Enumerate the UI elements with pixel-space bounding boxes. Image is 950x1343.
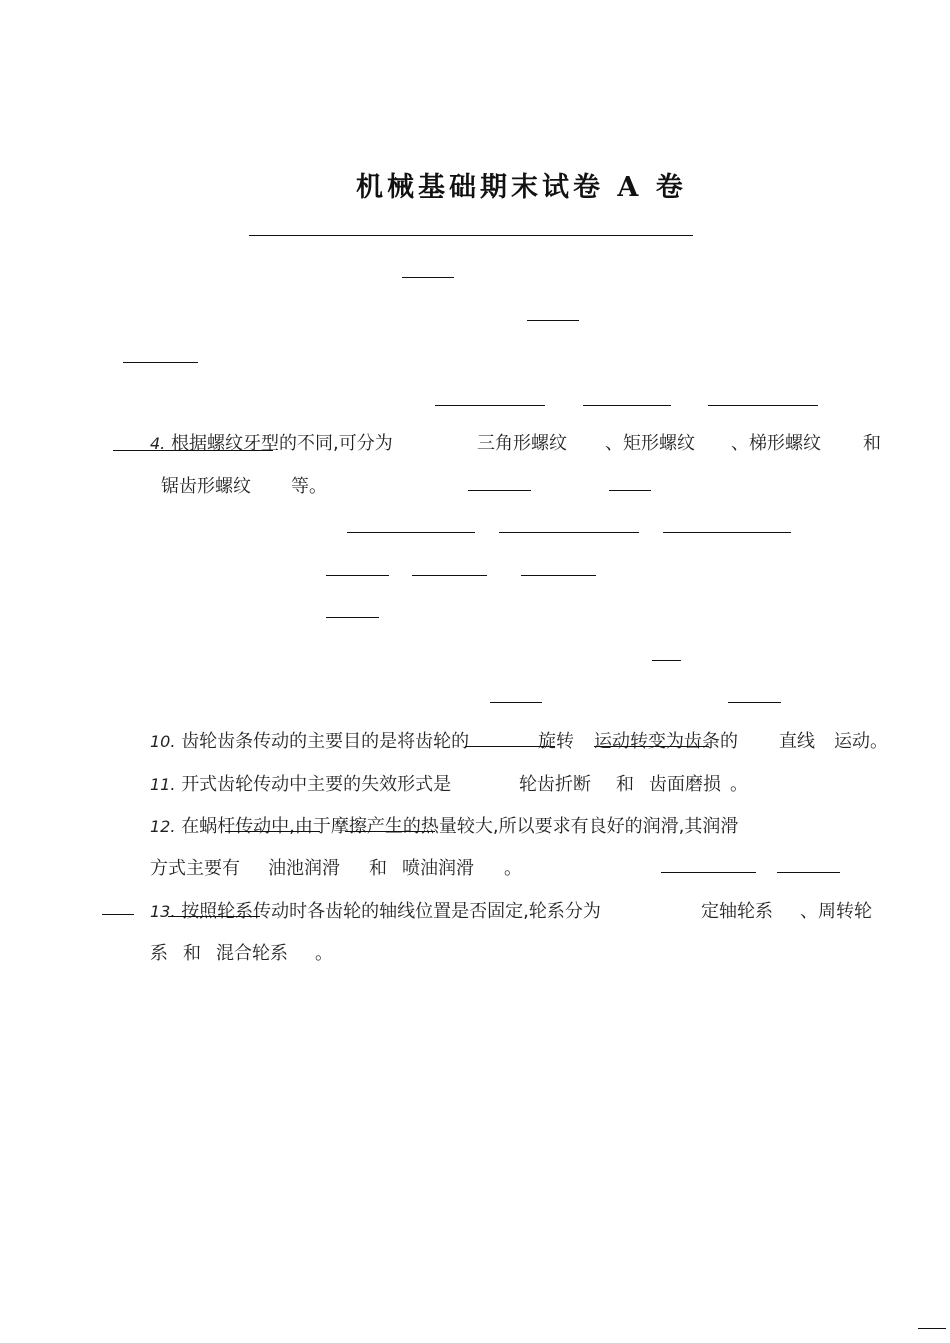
conjunction-text: 和: [863, 433, 881, 454]
answer-text: 、周转轮: [800, 901, 872, 922]
answer-text: 、矩形螺纹: [605, 433, 695, 454]
page-title: 机械基础期末试卷 A 卷: [356, 172, 687, 203]
blank-line: [326, 575, 389, 576]
answer-text: 油池润滑: [268, 858, 340, 879]
blank-line: [521, 575, 596, 576]
answer-text: 喷油润滑: [402, 858, 474, 879]
blank-line: [347, 532, 475, 533]
blank-line: [609, 490, 651, 491]
blank-line: [663, 532, 791, 533]
question-number: 4.: [150, 434, 166, 453]
question-text: 。: [315, 943, 333, 964]
question-number: 12.: [150, 817, 176, 836]
blank-line: [490, 702, 542, 703]
blank-line: [652, 660, 681, 661]
answer-text: 定轴轮系: [701, 901, 773, 922]
blank-line: [527, 320, 579, 321]
blank-line: [499, 532, 639, 533]
question-text: 开式齿轮传动中主要的失效形式是: [181, 774, 452, 795]
blank-line: [402, 277, 454, 278]
blank-line: [326, 617, 379, 618]
answer-text: 系: [150, 943, 168, 964]
question-12-line1: [150, 816, 738, 838]
strike-line: [225, 831, 320, 832]
question-text: 齿轮齿条传动的主要目的是将齿轮的: [181, 731, 470, 752]
answer-text: 直线: [779, 731, 815, 752]
blank-line: [123, 362, 198, 363]
question-4-line1: [150, 433, 393, 455]
answer-text: 齿面磨损: [649, 774, 721, 795]
corner-line: [918, 1328, 946, 1329]
question-text: 。: [504, 858, 522, 879]
question-text: 按照轮系传动时各齿轮的轴线位置是否固定,轮系分为: [181, 901, 601, 922]
strike-line: [168, 916, 260, 917]
blank-line: [468, 490, 531, 491]
question-number: 10.: [150, 732, 176, 751]
question-text: 。: [730, 774, 748, 795]
blank-line: [412, 575, 487, 576]
question-text: 运动。: [834, 731, 888, 752]
answer-text: 、梯形螺纹: [731, 433, 821, 454]
blank-line: [435, 405, 545, 406]
question-text: 根据螺纹牙型的不同,可分为: [171, 433, 393, 454]
blank-line: [661, 872, 756, 873]
question-number: 11.: [150, 775, 176, 794]
question-text: 方式主要有: [150, 858, 240, 879]
blank-line: [777, 872, 840, 873]
conjunction-text: 和: [183, 943, 201, 964]
blank-line: [102, 914, 134, 915]
question-11-line1: [150, 774, 451, 796]
question-text: 运动转变为齿条的: [594, 731, 738, 752]
answer-text: 三角形螺纹: [477, 433, 567, 454]
conjunction-text: 和: [616, 774, 634, 795]
blank-line: [708, 405, 818, 406]
strike-line: [594, 746, 709, 747]
answer-text: 旋转: [538, 731, 574, 752]
strike-line: [345, 831, 435, 832]
question-text: 等。: [291, 476, 327, 497]
question-13-line1: [150, 901, 601, 923]
conjunction-text: 和: [369, 858, 387, 879]
blank-line: [728, 702, 781, 703]
answer-text: 锯齿形螺纹: [161, 476, 251, 497]
question-text: 在蜗杆传动中,由于摩擦产生的热量较大,所以要求有良好的润滑,其润滑: [181, 816, 739, 837]
answer-text: 混合轮系: [216, 943, 288, 964]
title-underline: [249, 235, 693, 236]
question-number: 13.: [150, 902, 176, 921]
blank-line: [583, 405, 671, 406]
answer-text: 轮齿折断: [519, 774, 591, 795]
question-10-line1: [150, 731, 469, 753]
